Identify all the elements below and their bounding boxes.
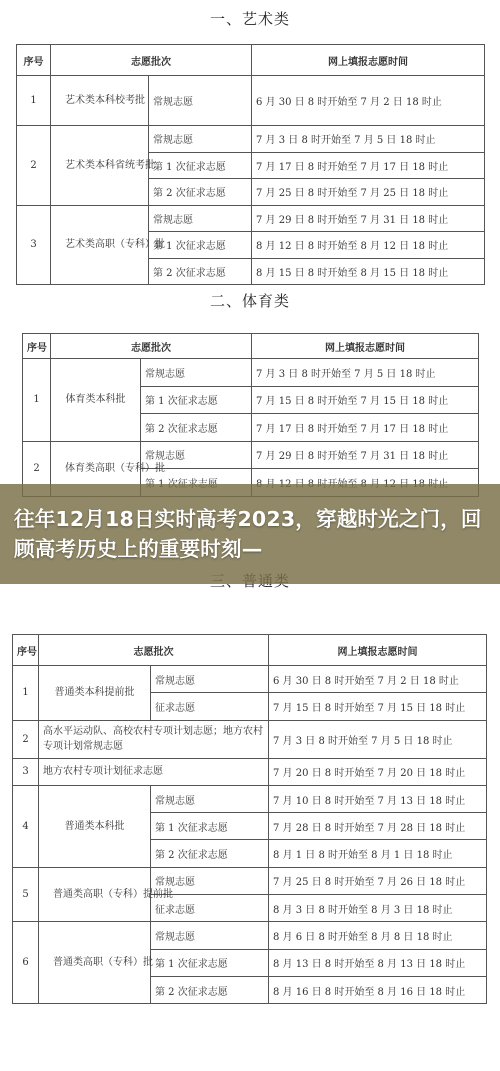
volunteer-type: 常规志愿 [151,867,269,894]
banner-title[interactable]: 往年12月18日实时高考2023，穿越时光之门，回顾高考历史上的重要时刻— [14,507,482,561]
volunteer-type: 常规志愿 [149,126,252,153]
row-number: 4 [13,785,39,867]
header-batch: 志愿批次 [51,334,252,359]
fill-time: 8 月 6 日 8 时开始至 8 月 8 日 18 时止 [269,922,487,949]
table-row [17,76,485,126]
table-row [13,785,487,812]
batch-name: 高水平运动队、高校农村专项计划志愿；地方农村专项计划常规志愿 [39,720,269,758]
fill-time: 7 月 3 日 8 时开始至 7 月 5 日 18 时止 [252,126,485,153]
volunteer-type: 征求志愿 [151,693,269,720]
volunteer-type: 常规志愿 [151,922,269,949]
fill-time: 8 月 1 日 8 时开始至 8 月 1 日 18 时止 [269,840,487,867]
table-row [17,205,485,232]
fill-time: 7 月 15 日 8 时开始至 7 月 15 日 18 时止 [269,693,487,720]
volunteer-type: 常规志愿 [151,785,269,812]
batch-name: 普通类高职（专科）批 [39,922,151,1004]
table-row [13,922,487,949]
fill-time: 7 月 20 日 8 时开始至 7 月 20 日 18 时止 [269,758,487,785]
fill-time: 6 月 30 日 8 时开始至 7 月 2 日 18 时止 [269,666,487,693]
fill-time: 6 月 30 日 8 时开始至 7 月 2 日 18 时止 [252,76,485,126]
batch-name: 地方农村专项计划征求志愿 [39,758,269,785]
header-row [13,635,487,666]
batch-name: 艺术类高职（专科）批 [51,205,149,285]
fill-time: 8 月 3 日 8 时开始至 8 月 3 日 18 时止 [269,895,487,922]
fill-time: 8 月 13 日 8 时开始至 8 月 13 日 18 时止 [269,949,487,976]
fill-time: 8 月 15 日 8 时开始至 8 月 15 日 18 时止 [252,258,485,285]
volunteer-type: 第 1 次征求志愿 [141,386,252,414]
fill-time: 8 月 16 日 8 时开始至 8 月 16 日 18 时止 [269,976,487,1003]
volunteer-type: 第 1 次征求志愿 [149,152,252,179]
row-number: 3 [13,758,39,785]
fill-time: 7 月 28 日 8 时开始至 7 月 28 日 18 时止 [269,813,487,840]
volunteer-type: 常规志愿 [149,205,252,232]
volunteer-type: 第 1 次征求志愿 [151,949,269,976]
fill-time: 7 月 3 日 8 时开始至 7 月 5 日 18 时止 [269,720,487,758]
volunteer-type: 第 2 次征求志愿 [141,414,252,442]
fill-time: 7 月 17 日 8 时开始至 7 月 17 日 18 时止 [252,414,479,442]
header-batch: 志愿批次 [51,45,252,76]
volunteer-type: 常规志愿 [151,666,269,693]
general-table [12,634,487,1004]
batch-name: 普通类本科提前批 [39,666,151,721]
row-number: 5 [13,867,39,922]
row-number: 2 [23,441,51,496]
batch-name: 体育类本科批 [51,359,141,442]
volunteer-type: 常规志愿 [141,359,252,387]
volunteer-type: 征求志愿 [151,895,269,922]
section-title-sports: 二、体育类 [209,292,290,310]
row-number: 1 [17,76,51,126]
volunteer-type: 第 2 次征求志愿 [149,179,252,206]
fill-time: 7 月 15 日 8 时开始至 7 月 15 日 18 时止 [252,386,479,414]
fill-time: 8 月 12 日 8 时开始至 8 月 12 日 18 时止 [252,232,485,259]
row-number: 3 [17,205,51,285]
section-title-art: 一、艺术类 [209,10,290,28]
row-number: 2 [13,720,39,758]
volunteer-type: 第 2 次征求志愿 [149,258,252,285]
art-table [16,44,485,285]
table-row [23,441,479,469]
batch-name: 艺术类本科省统考批 [51,126,149,206]
table-row [23,359,479,387]
fill-time: 7 月 29 日 8 时开始至 7 月 31 日 18 时止 [252,205,485,232]
header-row [23,334,479,359]
table-row [13,666,487,693]
header-no: 序号 [13,635,39,666]
volunteer-type: 常规志愿 [149,76,252,126]
batch-name: 普通类本科批 [39,785,151,867]
fill-time: 7 月 29 日 8 时开始至 7 月 31 日 18 时止 [252,441,479,469]
fill-time: 7 月 3 日 8 时开始至 7 月 5 日 18 时止 [252,359,479,387]
volunteer-type: 第 1 次征求志愿 [149,232,252,259]
volunteer-type: 第 1 次征求志愿 [151,813,269,840]
sports-table [22,333,479,497]
fill-time: 7 月 10 日 8 时开始至 7 月 13 日 18 时止 [269,785,487,812]
header-time: 网上填报志愿时间 [252,334,479,359]
volunteer-type: 常规志愿 [141,441,252,469]
row-number: 2 [17,126,51,206]
table-row [13,867,487,894]
fill-time: 7 月 25 日 8 时开始至 7 月 25 日 18 时止 [252,179,485,206]
header-no: 序号 [17,45,51,76]
row-number: 1 [13,666,39,721]
batch-name: 普通类高职（专科）提前批 [39,867,151,922]
table-row [17,126,485,153]
row-number: 6 [13,922,39,1004]
row-number: 1 [23,359,51,442]
header-no: 序号 [23,334,51,359]
volunteer-type: 第 2 次征求志愿 [151,976,269,1003]
table-row [13,758,487,785]
header-time: 网上填报志愿时间 [252,45,485,76]
fill-time: 7 月 25 日 8 时开始至 7 月 26 日 18 时止 [269,867,487,894]
header-time: 网上填报志愿时间 [269,635,487,666]
volunteer-type: 第 2 次征求志愿 [151,840,269,867]
table-row [13,720,487,758]
header-row [17,45,485,76]
batch-name: 体育类高职（专科）批 [51,441,141,496]
header-batch: 志愿批次 [39,635,269,666]
batch-name: 艺术类本科校考批 [51,76,149,126]
fill-time: 7 月 17 日 8 时开始至 7 月 17 日 18 时止 [252,152,485,179]
